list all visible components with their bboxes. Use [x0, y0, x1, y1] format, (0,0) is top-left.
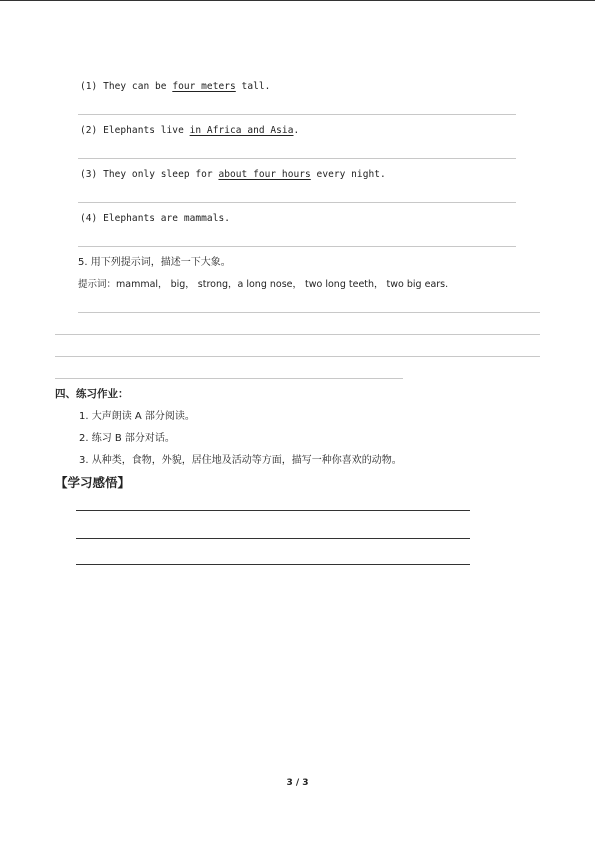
writing-line-1[interactable]: [78, 312, 540, 313]
answer-line-1[interactable]: [78, 114, 516, 115]
page-number: 3 / 3: [286, 778, 309, 788]
question-1-prefix: (1) They can be: [80, 81, 173, 92]
reflection-line-3[interactable]: [76, 564, 470, 565]
question-4: [80, 213, 230, 225]
question-3: [80, 169, 386, 181]
reflection-title: 【学习感悟】: [55, 475, 131, 490]
question-3-prefix: (3) They only sleep for: [80, 169, 219, 180]
top-border: [0, 0, 595, 1]
question-2-underlined: in Africa and Asia: [189, 125, 294, 136]
task-5-hints: 提示词：mammal， big， strong，a long nose， two long teeth， two big ears.: [78, 279, 449, 290]
answer-line-3[interactable]: [78, 202, 516, 203]
question-3-suffix: every night.: [310, 169, 386, 180]
question-2-prefix: (2) Elephants live: [80, 125, 190, 136]
answer-line-2[interactable]: [78, 158, 516, 159]
writing-line-4[interactable]: [55, 378, 403, 379]
question-4-prefix: (4) Elephants are mammals.: [80, 213, 231, 224]
homework-item-3: 3. 从种类，食物，外貌，居住地及活动等方面，描写一种你喜欢的动物。: [79, 455, 402, 466]
question-1-suffix: tall.: [235, 81, 271, 92]
reflection-line-1[interactable]: [76, 510, 470, 511]
question-1: [80, 81, 270, 93]
question-2: [80, 125, 299, 137]
question-3-underlined: about four hours: [218, 169, 311, 180]
task-5-title: 5. 用下列提示词，描述一下大象。: [78, 257, 231, 268]
homework-item-1: 1. 大声朗读 A 部分阅读。: [79, 411, 195, 422]
answer-line-4[interactable]: [78, 246, 516, 247]
homework-item-2: 2. 练习 B 部分对话。: [79, 433, 175, 444]
reflection-line-2[interactable]: [76, 538, 470, 539]
question-2-suffix: .: [293, 125, 300, 136]
writing-line-2[interactable]: [55, 334, 540, 335]
question-1-underlined: four meters: [172, 81, 236, 92]
homework-title: 四、练习作业：: [55, 388, 129, 400]
writing-line-3[interactable]: [55, 356, 540, 357]
